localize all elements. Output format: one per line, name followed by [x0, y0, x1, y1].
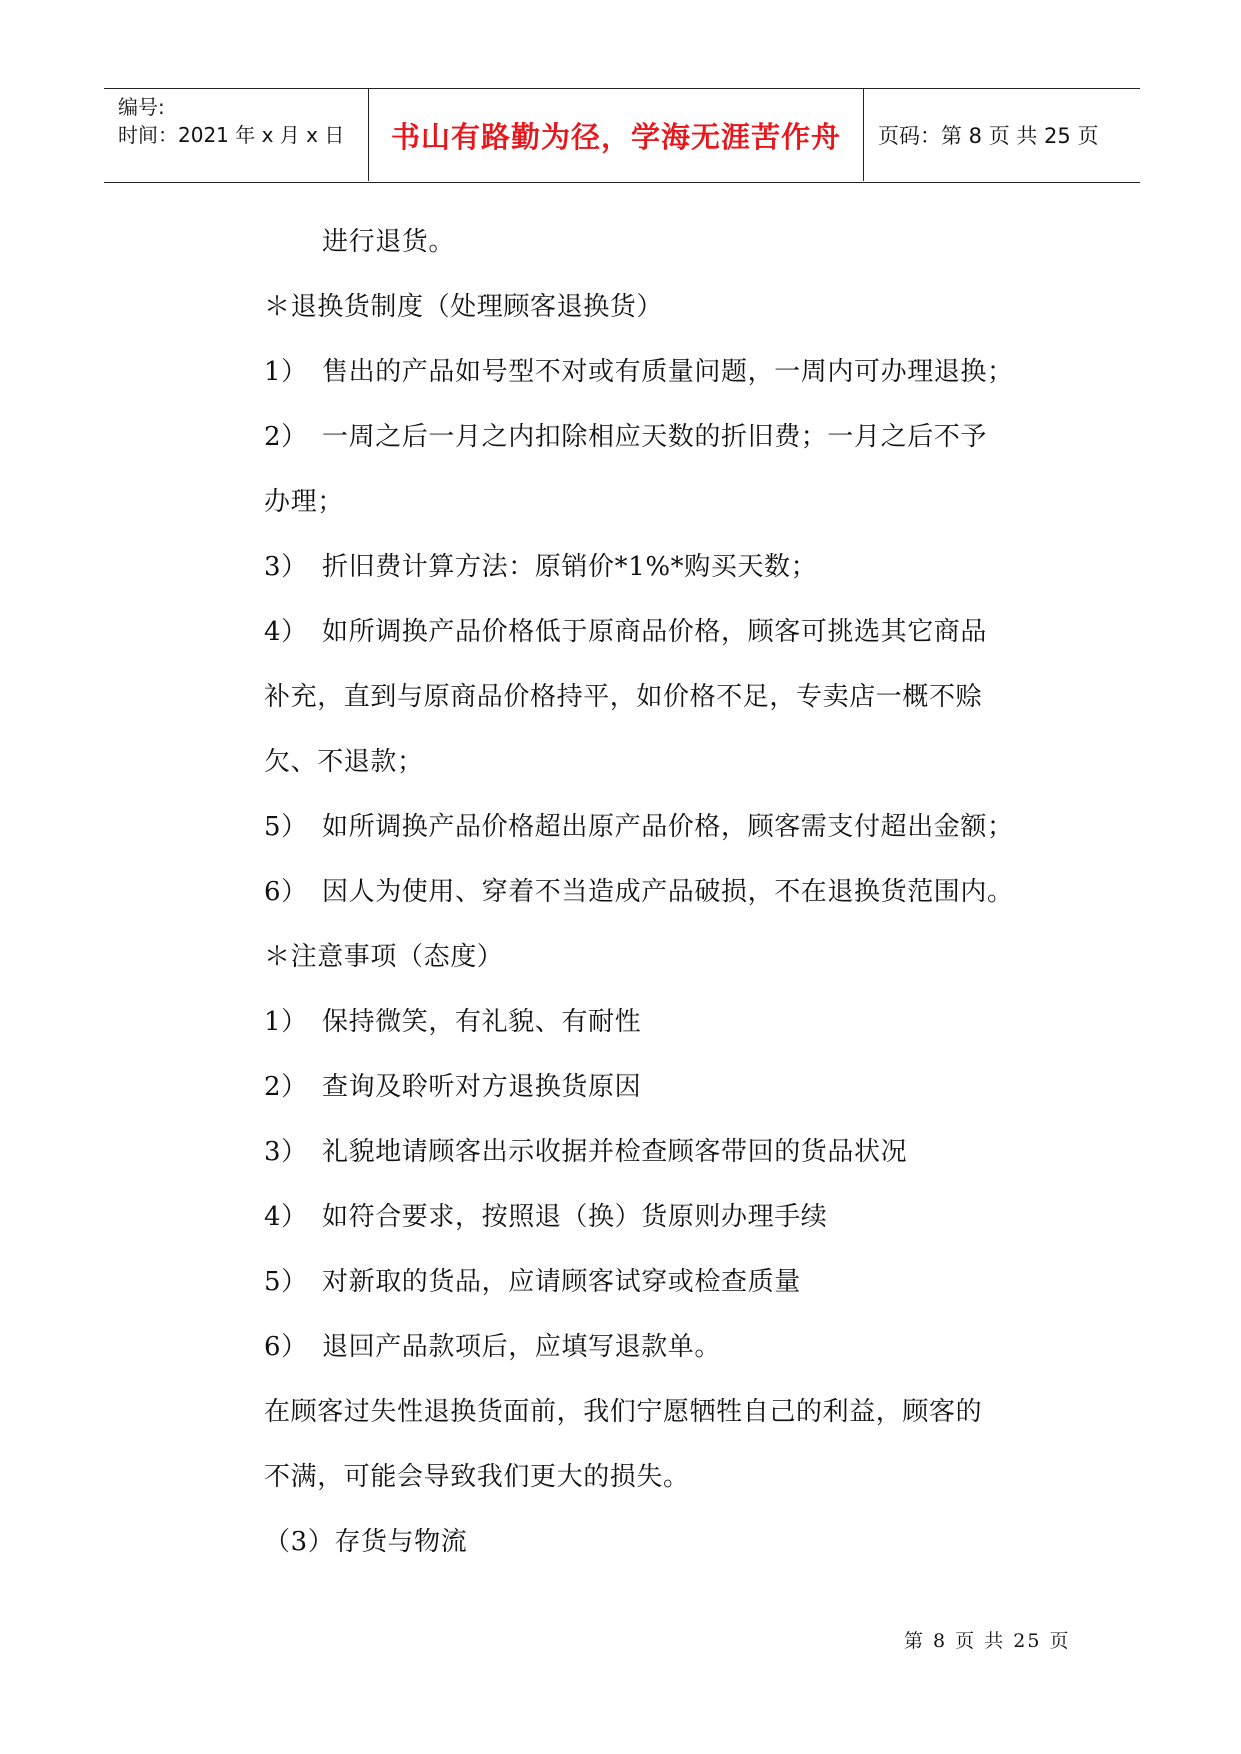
line-text: ＊注意事项（态度）: [264, 942, 504, 972]
line-text: 如符合要求，按照退（换）货原则办理手续: [322, 1202, 828, 1232]
document-body: [264, 210, 1084, 1575]
line-text: 办理；: [264, 487, 344, 517]
list-item: [264, 600, 1084, 665]
section-heading-inventory: [264, 1510, 1084, 1575]
item-number: 3）: [264, 552, 308, 582]
list-item: [264, 795, 1084, 860]
line-text: 因人为使用、穿着不当造成产品破损，不在退换货范围内。: [322, 877, 1014, 907]
item-number: 6）: [264, 1332, 308, 1362]
line-text: 折旧费计算方法：原销价*1%*购买天数；: [322, 552, 818, 582]
list-item: [264, 1315, 1084, 1380]
item-number: 4）: [264, 1202, 308, 1232]
body-line: [264, 210, 1084, 275]
line-text: （3）存货与物流: [264, 1527, 468, 1557]
line-text: 欠、不退款；: [264, 747, 424, 777]
section-heading-notes: [264, 925, 1084, 990]
line-text: 补充，直到与原商品价格持平，如价格不足，专卖店一概不赊: [264, 682, 983, 712]
paragraph-line: [264, 1380, 1084, 1445]
time-label: 时间：2021 年 x 月 x 日: [118, 123, 345, 147]
list-item: [264, 990, 1084, 1055]
header-meta-cell: [104, 89, 369, 181]
item-number: 5）: [264, 812, 308, 842]
list-item: [264, 1250, 1084, 1315]
line-text: 退回产品款项后，应填写退款单。: [322, 1332, 722, 1362]
item-number: 2）: [264, 1072, 308, 1102]
list-item: [264, 1120, 1084, 1185]
page-header: [104, 88, 1140, 183]
line-text: 礼貌地请顾客出示收据并检查顾客带回的货品状况: [322, 1137, 908, 1167]
list-item-continuation: [264, 665, 1084, 730]
list-item: [264, 535, 1084, 600]
header-page-info: 页码：第 8 页 共 25 页: [878, 124, 1099, 148]
item-number: 4）: [264, 617, 308, 647]
list-item: [264, 1055, 1084, 1120]
list-item-continuation: [264, 470, 1084, 535]
paragraph-line: [264, 1445, 1084, 1510]
line-text: 在顾客过失性退换货面前，我们宁愿牺牲自己的利益，顾客的: [264, 1397, 983, 1427]
page-footer: 第 8 页 共 25 页: [904, 1630, 1071, 1652]
line-text: 如所调换产品价格低于原商品价格，顾客可挑选其它商品: [322, 617, 988, 647]
item-number: 2）: [264, 422, 308, 452]
header-motto: 书山有路勤为径，学海无涯苦作舟: [369, 89, 864, 181]
list-item: [264, 1185, 1084, 1250]
item-number: 1）: [264, 357, 308, 387]
list-item: [264, 405, 1084, 470]
list-item-continuation: [264, 730, 1084, 795]
item-number: 1）: [264, 1007, 308, 1037]
item-number: 3）: [264, 1137, 308, 1167]
line-text: 进行退货。: [322, 227, 456, 257]
section-heading-return-policy: [264, 275, 1084, 340]
list-item: [264, 860, 1084, 925]
line-text: 保持微笑，有礼貌、有耐性: [322, 1007, 642, 1037]
line-text: 一周之后一月之内扣除相应天数的折旧费；一月之后不予: [322, 422, 988, 452]
line-text: 如所调换产品价格超出原产品价格，顾客需支付超出金额；: [322, 812, 1014, 842]
item-number: 5）: [264, 1267, 308, 1297]
line-text: 售出的产品如号型不对或有质量问题，一周内可办理退换；: [322, 357, 1014, 387]
list-item: [264, 340, 1084, 405]
line-text: ＊退换货制度（处理顾客退换货）: [264, 292, 664, 322]
serial-number-label: 编号:: [118, 95, 165, 119]
line-text: 查询及聆听对方退换货原因: [322, 1072, 642, 1102]
item-number: 6）: [264, 877, 308, 907]
line-text: 对新取的货品，应请顾客试穿或检查质量: [322, 1267, 801, 1297]
line-text: 不满，可能会导致我们更大的损失。: [264, 1462, 690, 1492]
